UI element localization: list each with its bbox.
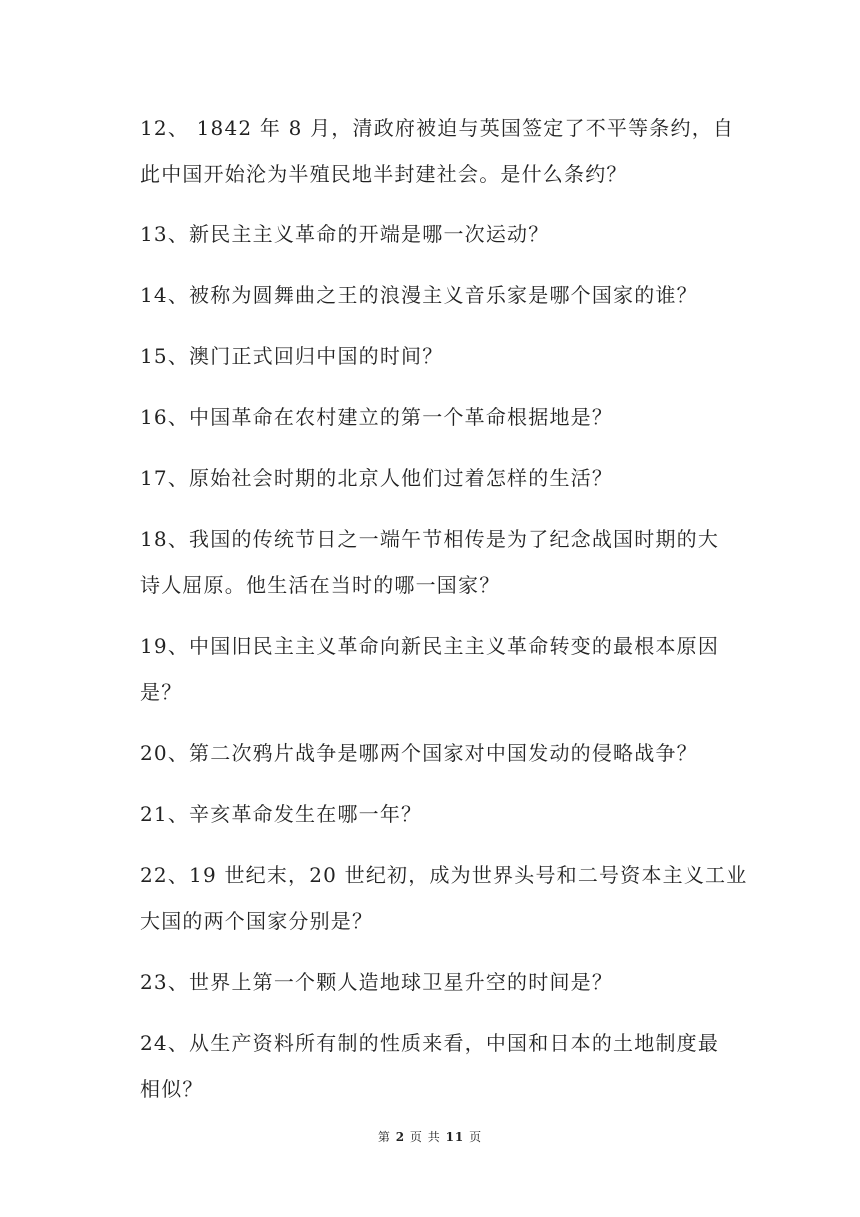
question-line: 17、原始社会时期的北京人他们过着怎样的生活？ (140, 466, 614, 490)
question-24 (140, 1020, 730, 1112)
question-line: 此中国开始沦为半殖民地半封建社会。是什么条约？ (140, 162, 628, 186)
footer-middle: 页 共 (409, 1130, 441, 1144)
footer-prefix: 第 (377, 1130, 391, 1144)
question-21 (140, 791, 730, 837)
question-line: 24、从生产资料所有制的性质来看，中国和日本的土地制度最 (140, 1031, 720, 1055)
question-line: 21、辛亥革命发生在哪一年？ (140, 802, 423, 826)
current-page-number: 2 (395, 1130, 406, 1144)
question-22 (140, 852, 748, 944)
question-line: 诗人屈原。他生活在当时的哪一国家？ (140, 573, 501, 597)
question-line: 23、世界上第一个颗人造地球卫星升空的时间是？ (140, 970, 614, 994)
question-line: 16、中国革命在农村建立的第一个革命根据地是？ (140, 405, 614, 429)
question-line: 12、 1842 年 8 月，清政府被迫与英国签定了不平等条约，自 (140, 116, 735, 140)
question-23 (140, 959, 730, 1005)
footer-suffix: 页 (469, 1130, 483, 1144)
question-17 (140, 455, 730, 501)
question-line: 14、被称为圆舞曲之王的浪漫主义音乐家是哪个国家的谁？ (140, 283, 698, 307)
question-line: 19、中国旧民主主义革命向新民主主义革命转变的最根本原因 (140, 634, 720, 658)
question-line: 15、澳门正式回归中国的时间？ (140, 344, 444, 368)
question-line: 22、19 世纪末，20 世纪初，成为世界头号和二号资本主义工业 (140, 863, 748, 887)
total-pages-number: 11 (445, 1130, 465, 1144)
question-15 (140, 333, 730, 379)
question-13 (140, 211, 730, 257)
page-footer (0, 1128, 860, 1145)
question-line: 大国的两个国家分别是？ (140, 909, 374, 933)
question-line: 18、我国的传统节日之一端午节相传是为了纪念战国时期的大 (140, 527, 720, 551)
question-16 (140, 394, 730, 440)
question-line: 13、新民主主义革命的开端是哪一次运动？ (140, 222, 550, 246)
question-line: 相似？ (140, 1077, 204, 1101)
question-line: 20、第二次鸦片战争是哪两个国家对中国发动的侵略战争？ (140, 741, 698, 765)
question-12 (140, 105, 735, 197)
question-14 (140, 272, 730, 318)
question-line: 是？ (140, 680, 183, 704)
question-19 (140, 623, 730, 715)
question-18 (140, 516, 730, 608)
question-20 (140, 730, 730, 776)
